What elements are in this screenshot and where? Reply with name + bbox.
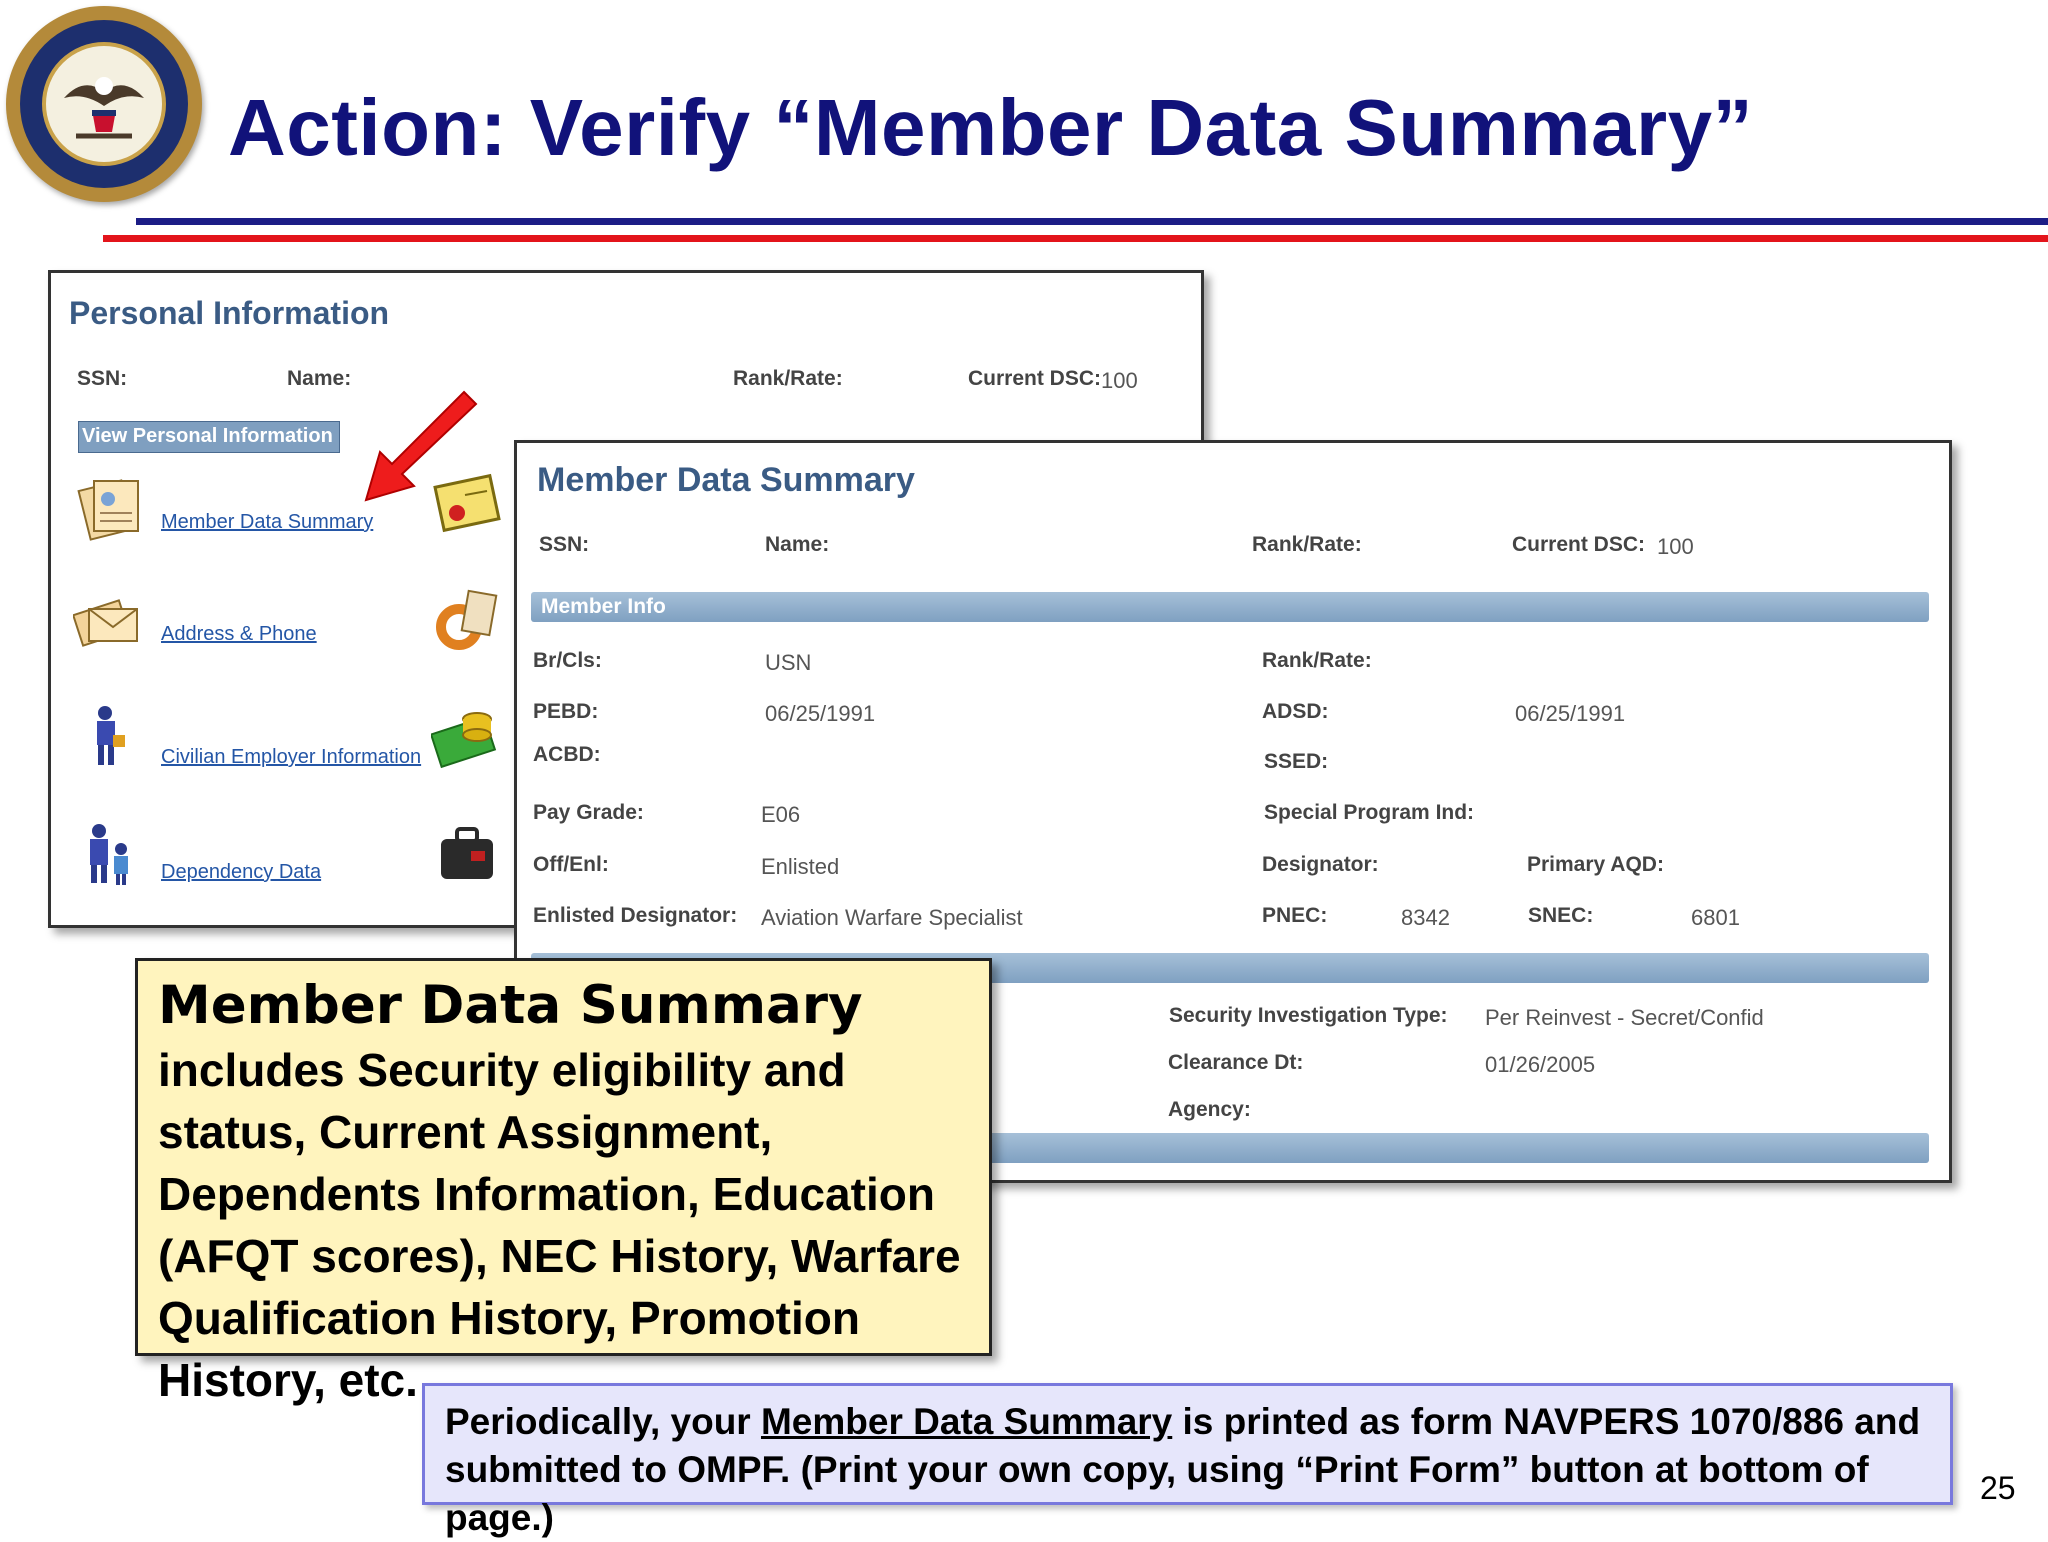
off-enl-label: Off/Enl: — [533, 853, 609, 876]
callout-box — [135, 958, 992, 1406]
ssn-label: SSN: — [77, 367, 128, 390]
snec-value: 6801 — [1691, 905, 1740, 930]
pnec-label: PNEC: — [1262, 904, 1328, 927]
navy-seal-icon — [6, 6, 202, 202]
rank-label: Rank/Rate: — [1252, 533, 1362, 556]
rank-label: Rank/Rate: — [733, 367, 843, 390]
brcls-value: USN — [765, 650, 812, 675]
special-program-label: Special Program Ind: — [1264, 801, 1475, 824]
security-type-value: Per Reinvest - Secret/Confid — [1485, 1005, 1764, 1030]
note-text — [445, 1398, 1935, 1542]
brcls-label: Br/Cls: — [533, 649, 602, 672]
member-data-summary-link[interactable]: Member Data Summary — [161, 511, 374, 533]
panel-title: Personal Information — [69, 295, 390, 331]
red-arrow-icon — [352, 384, 482, 521]
pnec-value: 8342 — [1401, 905, 1450, 930]
header-rule-red — [103, 235, 2048, 242]
enlisted-designator-label: Enlisted Designator: — [533, 904, 738, 927]
clearance-date-label: Clearance Dt: — [1168, 1051, 1304, 1074]
name-label: Name: — [765, 533, 830, 556]
pebd-value: 06/25/1991 — [765, 701, 876, 726]
note-link: Member Data Summary — [760, 1401, 1173, 1442]
designator-label: Designator: — [1262, 853, 1379, 876]
dsc-value: 100 — [1657, 534, 1694, 559]
dsc-label: Current DSC: — [1512, 533, 1646, 556]
security-type-label: Security Investigation Type: — [1169, 1004, 1448, 1027]
callout-body: includes Security eligibility and status, Current Assignment, Dependents Information, Education (AFQT scores), NEC History, Warfare Qualification History, Promotion History, etc. — [158, 1044, 961, 1406]
money-icon — [431, 697, 503, 774]
documents-icon — [76, 473, 146, 548]
view-personal-info-header — [78, 421, 340, 453]
envelopes-icon — [73, 589, 143, 654]
off-enl-value: Enlisted — [761, 854, 840, 879]
rankrate-label: Rank/Rate: — [1262, 649, 1372, 672]
adsd-label: ADSD: — [1262, 700, 1329, 723]
pebd-label: PEBD: — [533, 700, 599, 723]
note-box — [422, 1383, 1953, 1538]
slide-title: Action: Verify “Member Data Summary” — [228, 83, 1754, 172]
page-number: 25 — [1980, 1470, 2016, 1506]
adsd-value: 06/25/1991 — [1515, 701, 1626, 726]
primary-aqd-label: Primary AQD: — [1527, 853, 1664, 876]
civilian-employer-link[interactable]: Civilian Employer Information — [161, 746, 422, 768]
acbd-label: ACBD: — [533, 743, 601, 766]
panel-title: Member Data Summary — [537, 461, 915, 499]
note-part1: Periodically, your — [445, 1401, 761, 1442]
ssed-label: SSED: — [1264, 750, 1329, 773]
briefcase-icon — [435, 821, 499, 890]
enlisted-designator-value: Aviation Warfare Specialist — [761, 905, 1023, 930]
clearance-date-value: 01/26/2005 — [1485, 1052, 1596, 1077]
worker-icon — [89, 705, 129, 774]
ssn-label: SSN: — [539, 533, 590, 556]
agency-label: Agency: — [1168, 1098, 1251, 1121]
note-part2: is printed as form NAVPERS 1070/886 and submitted to OMPF. (Print your own copy, using “Print Form” button at bottom of page.) — [445, 1401, 1921, 1538]
section-label: View Personal Information — [82, 425, 333, 447]
dependency-data-link[interactable]: Dependency Data — [161, 861, 322, 883]
member-info-section-bar — [531, 592, 1929, 622]
family-icon — [81, 823, 137, 892]
address-phone-link[interactable]: Address & Phone — [161, 623, 317, 645]
life-preserver-icon — [429, 585, 501, 662]
pay-grade-label: Pay Grade: — [533, 801, 644, 824]
dsc-label: Current DSC: — [968, 367, 1102, 390]
name-label: Name: — [287, 367, 352, 390]
callout-heading: Member Data Summary — [158, 975, 863, 1036]
section-label: Member Info — [541, 595, 666, 618]
snec-label: SNEC: — [1528, 904, 1594, 927]
pay-grade-value: E06 — [761, 802, 801, 827]
header-rule-blue — [136, 218, 2048, 225]
dsc-value: 100 — [1101, 368, 1138, 393]
